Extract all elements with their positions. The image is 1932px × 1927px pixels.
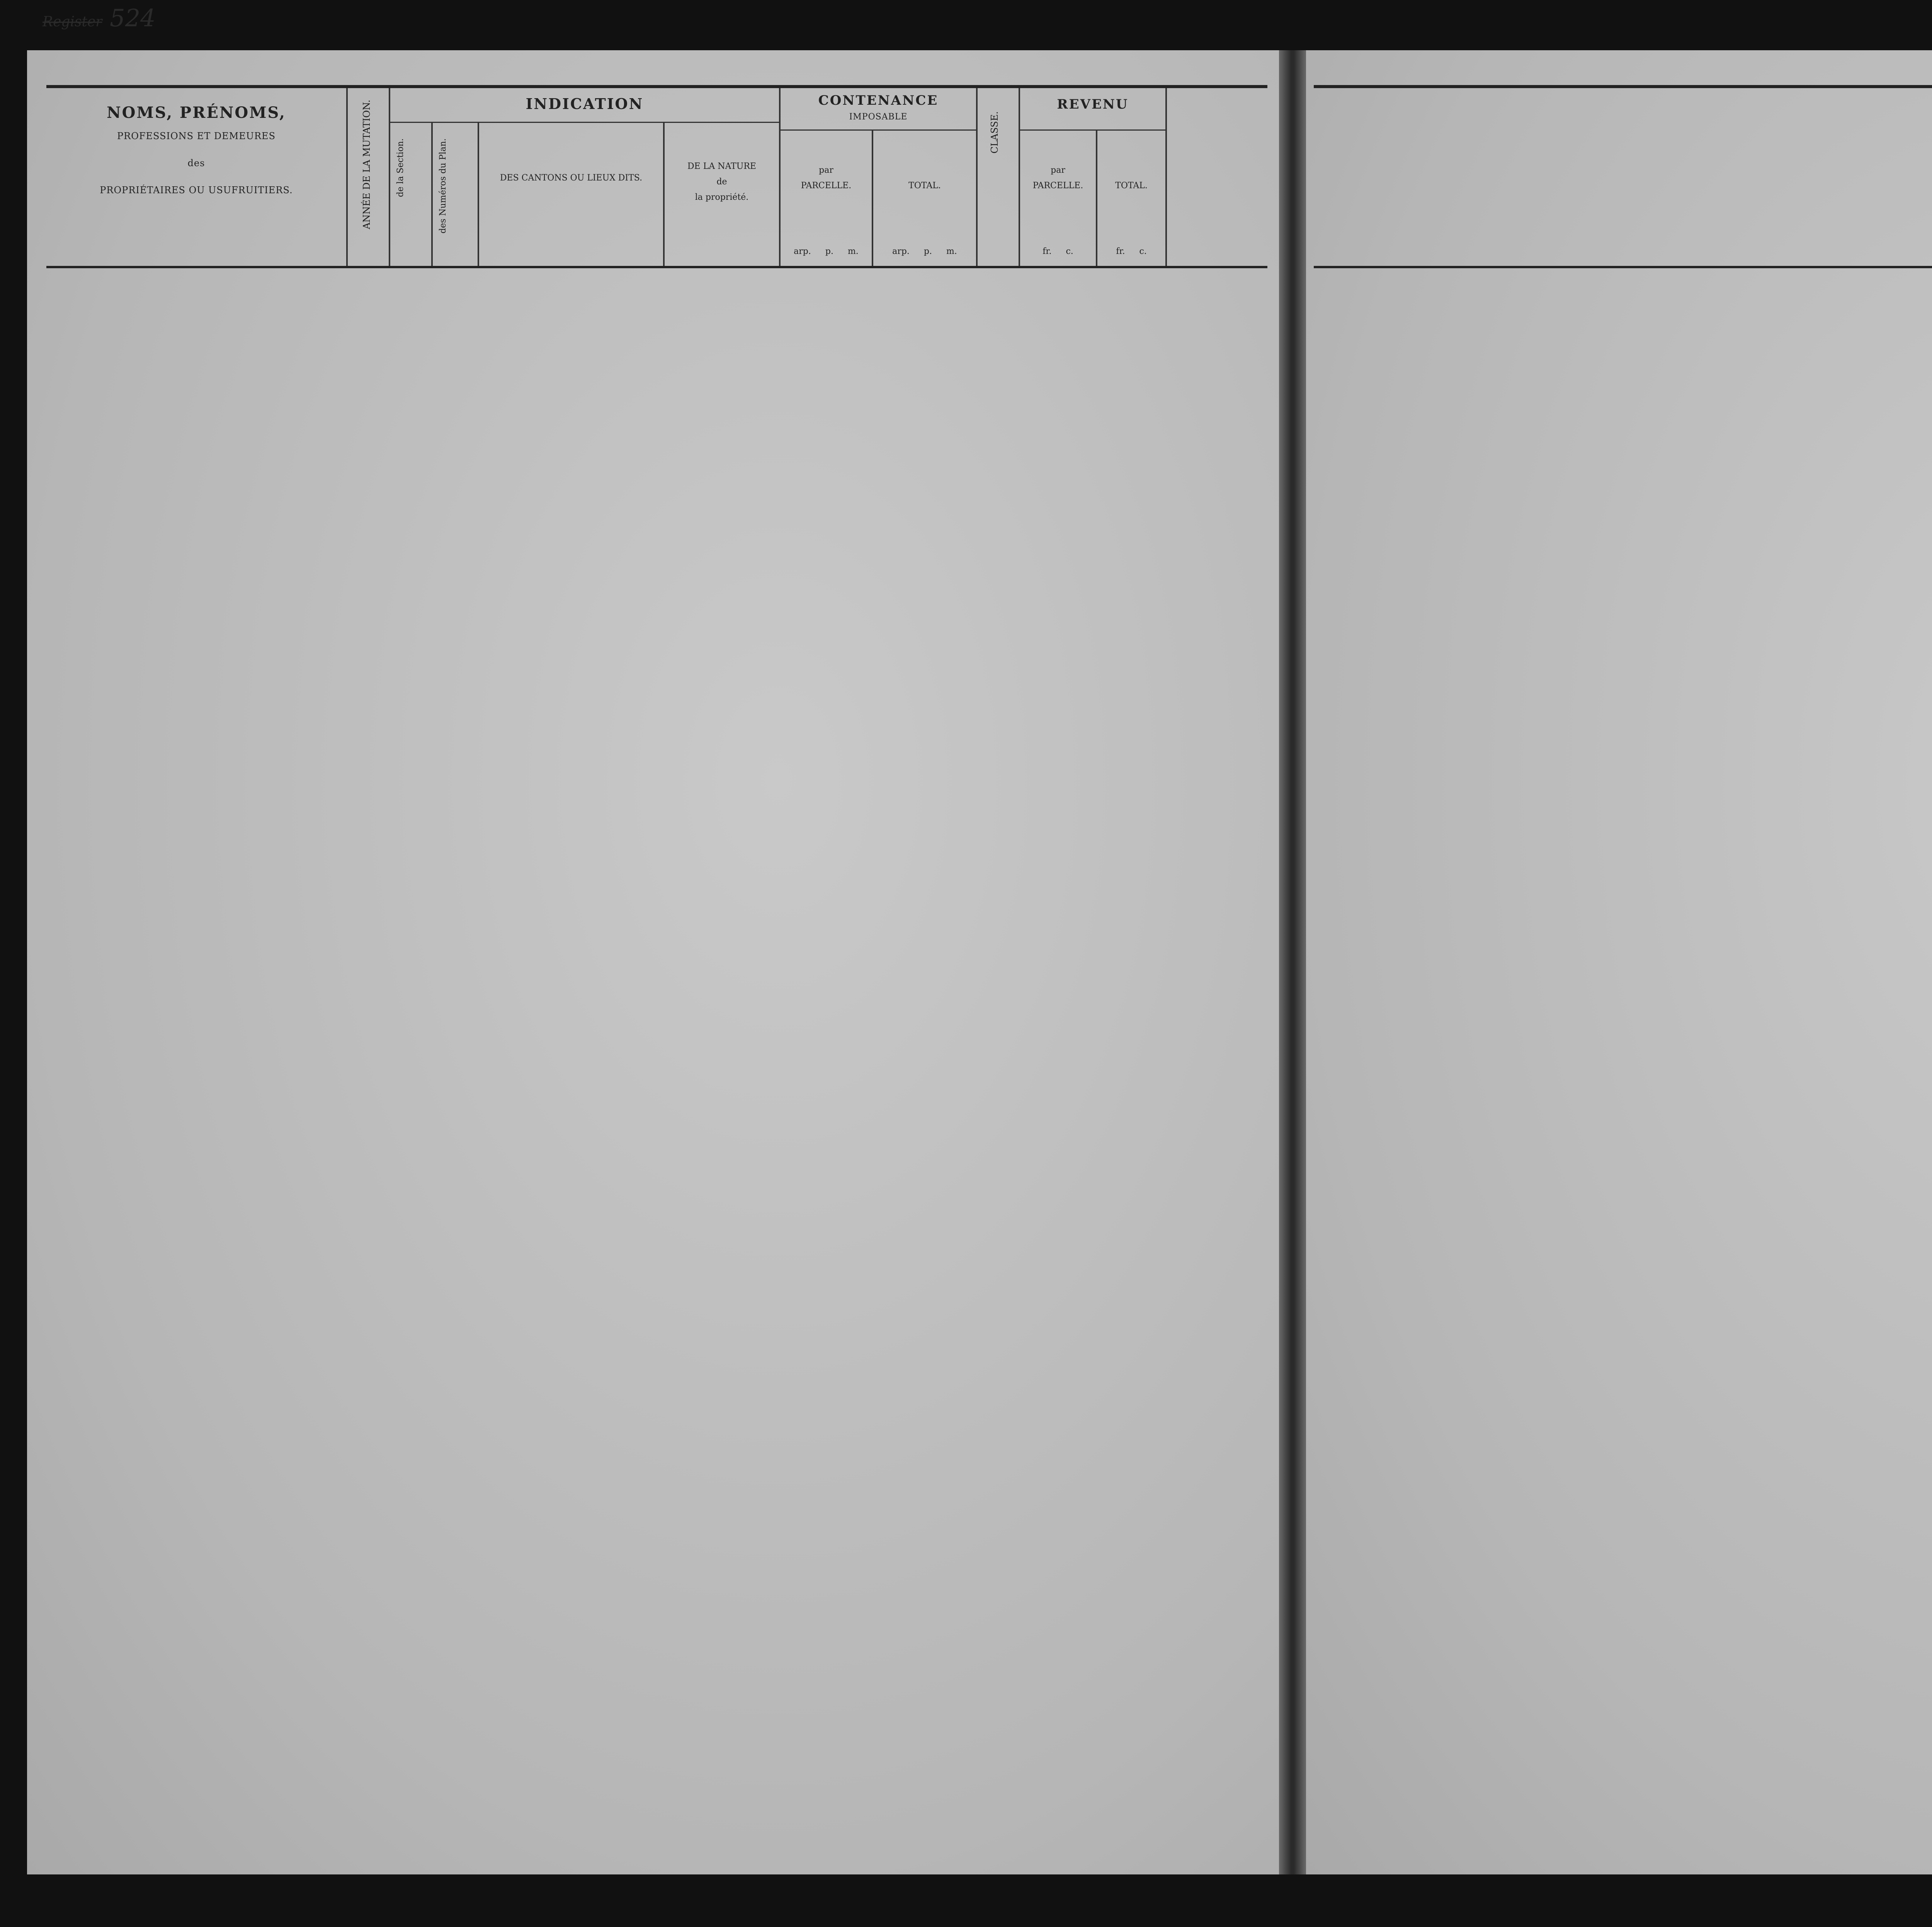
header-names-line: PROFESSIONS ET DEMEURES xyxy=(117,131,276,141)
ledger-rows-right xyxy=(1306,263,1932,1874)
header-classe-label: CLASSE. xyxy=(989,111,1000,154)
header-revenu-total xyxy=(1097,131,1167,266)
header-nature-line: DE LA NATURE xyxy=(687,162,756,171)
header-rev-total-units: fr. c. xyxy=(1116,247,1147,256)
header-cantons xyxy=(479,123,665,266)
page-number-value: 524 xyxy=(110,4,156,32)
header-indication: INDICATION xyxy=(526,95,644,112)
header-rev-parcelle: PARCELLE. xyxy=(1032,181,1083,191)
column-header-right xyxy=(1314,85,1932,268)
header-plan xyxy=(433,123,479,266)
header-rev-units: fr. c. xyxy=(1043,247,1073,256)
header-revenu-group xyxy=(1020,88,1167,131)
header-contenance: CONTENANCE xyxy=(818,93,939,108)
header-annee-label: ANNÉE DE LA MUTATION. xyxy=(361,100,372,230)
header-total-area xyxy=(873,131,978,266)
header-plan-label: des Numéros du Plan. xyxy=(438,138,448,234)
right-page xyxy=(1306,50,1932,1874)
column-header-left xyxy=(46,85,1267,268)
header-section xyxy=(390,123,433,266)
struck-label: Register xyxy=(43,14,102,30)
header-revenu-parcelle xyxy=(1020,131,1097,266)
header-rev-total: TOTAL. xyxy=(1115,181,1148,191)
header-indication-group xyxy=(390,88,781,123)
header-rev-par: par xyxy=(1051,165,1065,175)
header-classe xyxy=(978,88,1020,266)
header-names-line: des xyxy=(187,158,205,169)
header-total-units: arp. p. m. xyxy=(892,247,957,256)
left-page xyxy=(27,4,1279,1874)
ledger-rows-left xyxy=(27,263,1279,1874)
header-total: TOTAL. xyxy=(908,181,941,191)
left-page-number xyxy=(43,4,156,32)
book-gutter xyxy=(1279,50,1306,1874)
header-annee xyxy=(348,88,390,266)
header-contenance-group xyxy=(781,88,978,131)
header-cantons-label: DES CANTONS OU LIEUX DITS. xyxy=(500,173,643,183)
header-names-line: NOMS, PRÉNOMS, xyxy=(107,104,286,122)
header-section-label: de la Section. xyxy=(396,138,405,197)
header-imposable: IMPOSABLE xyxy=(849,112,908,122)
header-names-line: PROPRIÉTAIRES OU USUFRUITIERS. xyxy=(100,185,293,196)
header-parcelle: PARCELLE. xyxy=(801,181,852,191)
header-area-units: arp. p. m. xyxy=(794,247,859,256)
header-nature-line: de xyxy=(716,177,727,187)
header-par: par xyxy=(819,165,833,175)
header-revenu: REVENU xyxy=(1057,97,1129,112)
header-nature xyxy=(665,123,781,266)
header-par-parcelle-area xyxy=(781,131,873,266)
header-names xyxy=(46,88,348,266)
header-nature-line: la propriété. xyxy=(695,192,749,202)
